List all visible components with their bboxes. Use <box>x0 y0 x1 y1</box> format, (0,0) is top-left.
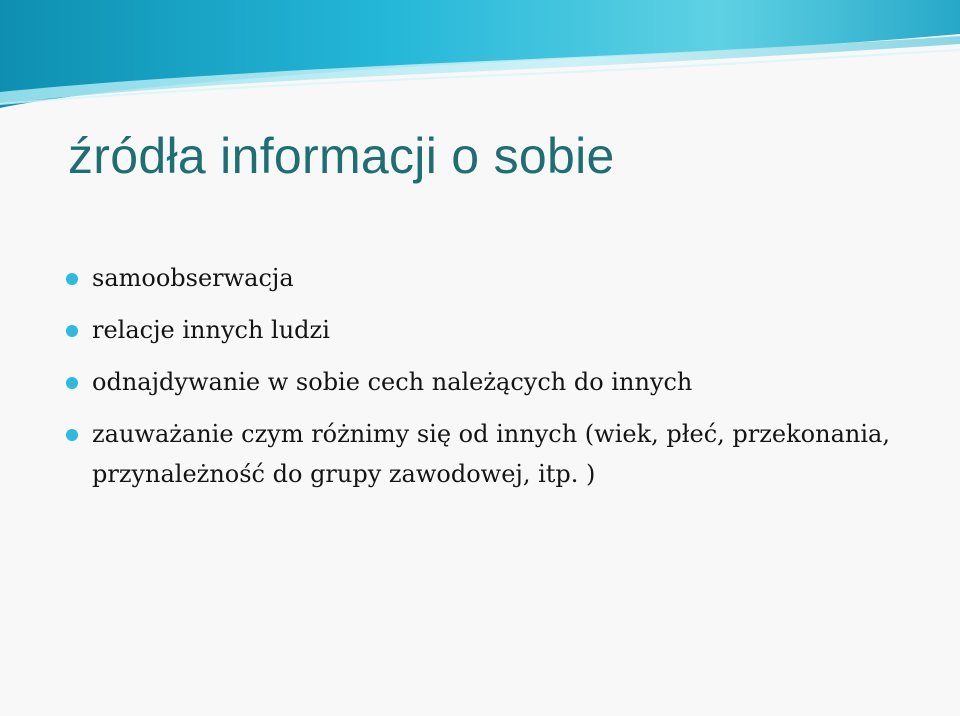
bullet-dot-icon <box>66 273 78 285</box>
bullet-text: samoobserwacja <box>92 264 294 292</box>
bullet-dot-icon <box>66 377 78 389</box>
header-wave-decoration <box>0 0 960 110</box>
list-item <box>66 310 926 350</box>
list-item <box>66 362 926 402</box>
list-item <box>66 414 912 494</box>
list-item <box>66 258 926 298</box>
bullet-dot-icon <box>66 429 78 441</box>
bullet-text: odnajdywanie w sobie cech należących do innych <box>92 368 693 396</box>
bullet-list <box>66 258 926 506</box>
bullet-text: zauważanie czym różnimy się od innych (wiek, płeć, przekonania, przynależność do grupy zawodowej, itp. ) <box>92 420 890 488</box>
slide-title: źródła informacji o sobie <box>68 128 615 184</box>
bullet-dot-icon <box>66 325 78 337</box>
bullet-text: relacje innych ludzi <box>92 316 330 344</box>
